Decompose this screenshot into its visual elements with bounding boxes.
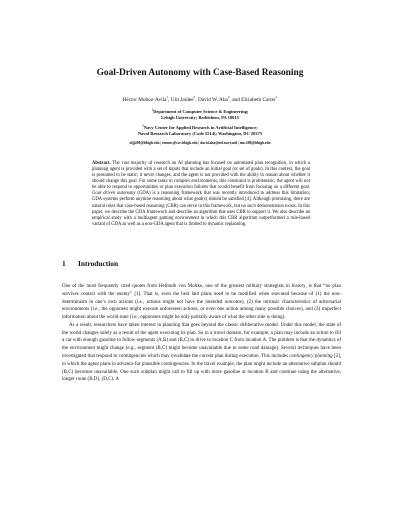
author-affiliation-mark: 1	[166, 95, 169, 100]
affiliation-line: Department of Computer Science & Engineering;	[153, 109, 249, 114]
author-name: Héctor Muñoz-Avila	[122, 97, 167, 103]
affiliation-lehigh	[0, 109, 400, 122]
body-term: contingency planning	[289, 354, 333, 360]
abstract-text: The vast majority of research on AI planning has focused on automated plan recognition, in which a planning agent is provided with a set of inputs that include an initial goal (or set of goals). In this context, the goal is presumed to be static; it never changes, and the agent is not provided with the ability to reason about whether it should change this goal. For some tasks in complex environments, this constraint is problematic; the agent will not be able to respond to opportunities or plan execution failures that would benefit from focusing on a different goal.	[92, 161, 310, 191]
body-paragraph	[62, 322, 341, 384]
author-affiliation-mark: 1	[193, 95, 196, 100]
author-affiliation-mark: 2	[227, 95, 230, 100]
body-text	[62, 283, 341, 384]
affiliation-line: Naval Research Laboratory (Code 5514); Washington, DC 20375	[137, 131, 263, 137]
section-heading	[62, 259, 118, 268]
section-title: Introduction	[78, 259, 119, 268]
affiliation-line: Navy Center for Applied Research in Artificial Intelligence;	[143, 125, 258, 130]
abstract-label: Abstract.	[92, 161, 111, 166]
affiliation-nrl	[0, 125, 400, 138]
body-paragraph: One of the most frequently cited quotes from Helmuth von Moltke, one of the greatest military strategists in history, is that “no plan survives contact with the enemy” [1]. That is, even the best laid plans need to be modified when executed because of (1) the non-determinism in one’s own actions (i.e., actions might not have the intended outcome), (2) the intrinsic characteristics of adversarial environments (i.e., the opponent might execute unforeseen actions, or even one action among many possible choices), and (3) imperfect information about the world state (i.e., opponents might be only partially aware of what the other side is doing).	[62, 284, 341, 321]
author-name: David W. Aha	[197, 97, 228, 103]
abstract	[92, 161, 310, 228]
paper-title: Goal-Driven Autonomy with Case-Based Reasoning	[96, 68, 304, 78]
body-text-run: As a result, researchers have taken interest in planning that goes beyond the classic deliberative model. Under this model, the state of the world changes solely as a result of the agent executing its plan. So in a travel domain, for example, a plan may include an action to fill a car with enough gasoline to follow segments (A,B) and (B,C) to drive to location C from location A. The problem is that the dynamics of the environment might change (e.g., segment (B,C) might become unavailable due to some road damage). Several techniques have been investigated that respond to contingencies which may invalidate the current plan during execution. This includes	[62, 322, 341, 360]
section-number: 1	[62, 259, 66, 268]
author-name: Elizabeth Carter	[241, 97, 276, 103]
author-name: Ulit Jaidee	[170, 97, 194, 103]
author-emails: uljj208@lehigh.edu | emmec@cse.lehigh.edu | david.aha@nrl.navy.mil | emc209@lehigh.edu	[129, 141, 271, 145]
abstract-term: Goal driven autonomy	[92, 191, 136, 197]
affiliation-mark: 1	[151, 107, 154, 112]
affiliation-mark: 2	[142, 123, 144, 128]
body-text-run: [2], in which the agent plans in advance for plausible contingencies. In the travel example, the plan might include an alternative subplan should (B,C) becomes unavailable. One such subplan might call to fill up with more gasoline at location B and continue using the alternative, longer route (B,D), (D,C). A	[62, 354, 342, 383]
author-list: Héctor Muñoz-Avila$^1$, Ulit Jaidee$^1$, David W. Aha$^2$, and Elizabeth Carter$^1$	[122, 95, 278, 103]
abstract-text: (GDA) is a reasoning framework that was recently introduced to address this limitation; GDA systems perform anytime reasoning about what goal(s) should be satisfied [4]. Although promising, there are natural roles that case-based reasoning (CBR) can serve in this framework, but no such demonstration exists. In this paper, we describe the GDA framework and describe an algorithm that uses CBR to support it. We also describe an empirical study with a multiagent gaming environment in which this CBR algorithm outperformed a rule-based variant of GDA as well as a non-GDA agent that is limited to dynamic replanning.	[92, 191, 310, 227]
author-affiliation-mark: 1	[275, 95, 278, 100]
affiliation-line: Lehigh University; Bethlehem, PA 18015	[161, 115, 239, 121]
